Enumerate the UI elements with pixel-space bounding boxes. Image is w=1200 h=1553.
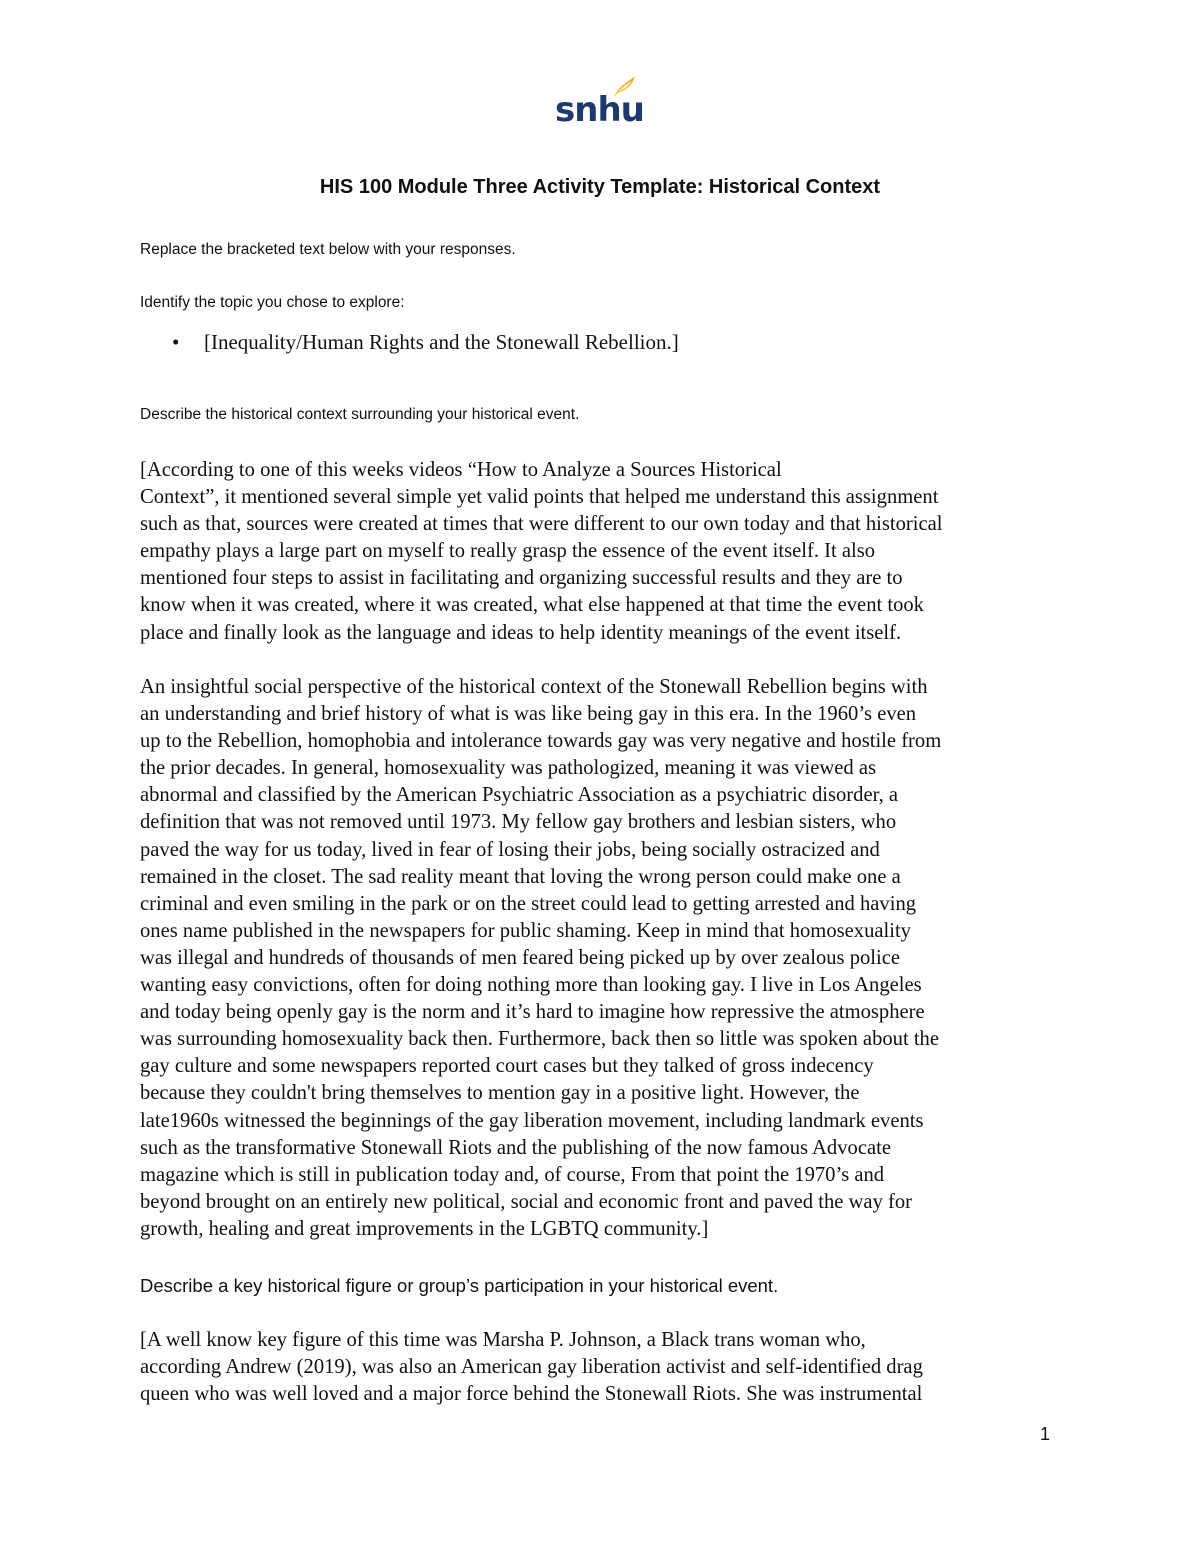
paragraph-line: late1960s witnessed the beginnings of the gay liberation movement, including landmark events (140, 1109, 924, 1132)
snhu-logo (555, 74, 644, 130)
paragraph-line: was surrounding homosexuality back then. Furthermore, back then so little was spoken about the (140, 1028, 939, 1051)
paragraph-line: up to the Rebellion, homophobia and intolerance towards gay was very negative and hostile from (140, 730, 942, 753)
document-title: HIS 100 Module Three Activity Template: Historical Context (319, 176, 881, 198)
paragraph-line: queen who was well loved and a major force behind the Stonewall Riots. She was instrumental (140, 1383, 923, 1406)
paragraph-line: according Andrew (2019), was also an American gay liberation activist and self-identified drag (140, 1356, 923, 1379)
topic-text: [Inequality/Human Rights and the Stonewall Rebellion.] (204, 330, 679, 354)
paragraph-line: empathy plays a large part on myself to really grasp the essence of the event itself. It also (140, 540, 876, 563)
paragraph-line: wanting easy convictions, often for doing nothing more than looking gay. I live in Los Angeles (140, 974, 922, 997)
prompt-figure: Describe a key historical figure or group’s participation in your historical event. (140, 1275, 779, 1296)
paragraph-line: magazine which is still in publication today and, of course, From that point the 1970’s and (140, 1163, 885, 1186)
paragraph-line: An insightful social perspective of the historical context of the Stonewall Rebellion begins with (140, 676, 928, 698)
paragraph-line: growth, healing and great improvements in the LGBTQ community.] (140, 1217, 709, 1240)
topic-bullet-item (172, 330, 679, 355)
paragraph-line: gay culture and some newspapers reported court cases but they talked of gross indecency (140, 1055, 874, 1078)
paragraph-line: and today being openly gay is the norm and it’s hard to imagine how repressive the atmosphere (140, 1001, 925, 1024)
prompt-context: Describe the historical context surrounding your historical event. (140, 406, 580, 423)
logo-text: snhu (555, 90, 644, 130)
paragraph-line: [According to one of this weeks videos “How to Analyze a Sources Historical (140, 459, 782, 481)
page-number: 1 (1040, 1424, 1051, 1444)
paragraph-line: an understanding and brief history of what is was like being gay in this era. In the 1960’s even (140, 703, 917, 726)
bullet-icon: • (172, 330, 180, 354)
instruction-text: Replace the bracketed text below with your responses. (140, 241, 516, 258)
paragraph-line: definition that was not removed until 1973. My fellow gay brothers and lesbian sisters, who (140, 811, 897, 834)
paragraph-line: abnormal and classified by the American Psychiatric Association as a psychiatric disorder, a (140, 784, 899, 807)
flame-icon (611, 74, 637, 98)
paragraph-line: the prior decades. In general, homosexuality was pathologized, meaning it was viewed as (140, 757, 876, 780)
paragraph-line: [A well know key figure of this time was Marsha P. Johnson, a Black trans woman who, (140, 1329, 866, 1351)
paragraph-line: know when it was created, where it was created, what else happened at that time the event took (140, 594, 924, 617)
paragraph-line: paved the way for us today, lived in fear of losing their jobs, being socially ostracized and (140, 838, 880, 861)
paragraph-line: ones name published in the newspapers for public shaming. Keep in mind that homosexuality (140, 919, 911, 942)
paragraph-line: such as that, sources were created at times that were different to our own today and that historical (140, 513, 943, 536)
paragraph-line: Context”, it mentioned several simple yet valid points that helped me understand this assignment (140, 486, 939, 509)
paragraph-line: because they couldn't bring themselves to mention gay in a positive light. However, the (140, 1082, 860, 1105)
paragraph-line: criminal and even smiling in the park or on the street could lead to getting arrested and having (140, 892, 917, 915)
paragraph-line: mentioned four steps to assist in facilitating and organizing successful results and they are to (140, 567, 903, 590)
paragraph-line: place and finally look as the language and ideas to help identity meanings of the event itself. (140, 621, 902, 644)
paragraph-line: was illegal and hundreds of thousands of men feared being picked up by over zealous police (140, 946, 901, 969)
paragraph-line: such as the transformative Stonewall Riots and the publishing of the now famous Advocate (140, 1136, 891, 1159)
paragraph-line: remained in the closet. The sad reality meant that loving the wrong person could make one a (140, 865, 901, 888)
figure-paragraph (140, 1327, 1075, 1408)
paragraph-line: beyond brought on an entirely new political, social and economic front and paved the way for (140, 1190, 913, 1213)
context-paragraph-2 (140, 674, 1075, 1243)
prompt-topic: Identify the topic you chose to explore: (140, 294, 405, 311)
context-paragraph-1 (140, 457, 1075, 647)
